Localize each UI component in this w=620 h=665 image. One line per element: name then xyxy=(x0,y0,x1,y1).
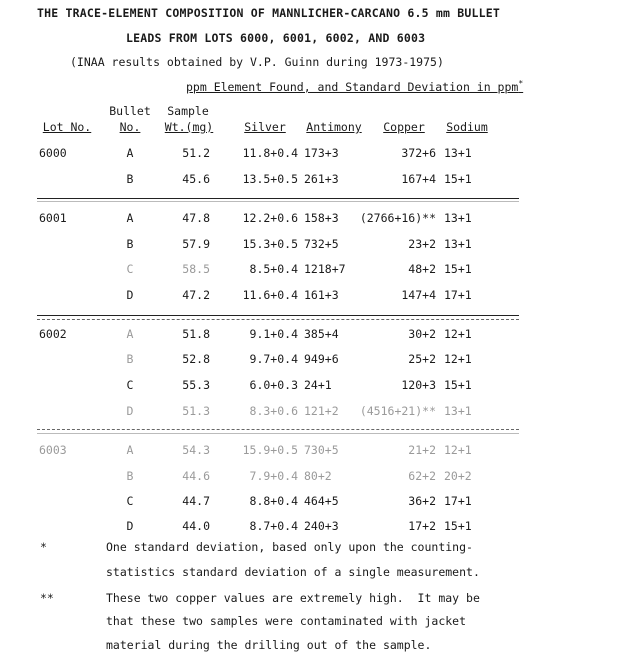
cell-weight: 51.8 xyxy=(182,327,210,341)
cell-lot: 6003 xyxy=(39,443,67,457)
cell-copper: (4516+21)** xyxy=(359,404,436,418)
cell-sodium: 15+1 xyxy=(444,519,472,533)
cell-antimony: 158+3 xyxy=(304,211,339,225)
cell-copper: 147+4 xyxy=(401,288,436,302)
cell-sodium: 12+1 xyxy=(444,327,472,341)
footnote-2-line-3: material during the drilling out of the sample. xyxy=(106,638,432,652)
cell-bullet: B xyxy=(126,352,134,366)
cell-copper: 36+2 xyxy=(408,494,436,508)
cell-copper: 30+2 xyxy=(408,327,436,341)
footnote-mark-2: ** xyxy=(40,591,54,605)
source-note: (INAA results obtained by V.P. Guinn during 1973-1975) xyxy=(70,55,444,69)
cell-silver: 11.8+0.4 xyxy=(242,146,298,160)
cell-antimony: 240+3 xyxy=(304,519,339,533)
cell-weight: 57.9 xyxy=(182,237,210,251)
cell-antimony: 949+6 xyxy=(304,352,339,366)
cell-antimony: 464+5 xyxy=(304,494,339,508)
cell-silver: 13.5+0.5 xyxy=(242,172,298,186)
cell-copper: 62+2 xyxy=(408,469,436,483)
cell-weight: 55.3 xyxy=(182,378,210,392)
ppm-header xyxy=(186,80,523,94)
cell-silver: 9.7+0.4 xyxy=(249,352,298,366)
cell-silver: 15.3+0.5 xyxy=(242,237,298,251)
cell-sodium: 12+1 xyxy=(444,352,472,366)
cell-weight: 47.2 xyxy=(182,288,210,302)
ppm-header-text: ppm Element Found, and Standard Deviation in ppm xyxy=(186,80,519,94)
cell-weight: 44.7 xyxy=(182,494,210,508)
col-sample-top: Sample xyxy=(167,104,209,118)
cell-copper: 25+2 xyxy=(408,352,436,366)
footnote-1-line-2: statistics standard deviation of a single measurement. xyxy=(106,565,480,579)
footnote-mark-1: * xyxy=(40,540,47,554)
cell-antimony: 161+3 xyxy=(304,288,339,302)
cell-bullet: B xyxy=(126,469,134,483)
cell-antimony: 261+3 xyxy=(304,172,339,186)
col-copper: Copper xyxy=(383,120,425,134)
col-sodium: Sodium xyxy=(446,120,488,134)
cell-weight: 44.6 xyxy=(182,469,210,483)
cell-sodium: 13+1 xyxy=(444,211,472,225)
cell-silver: 8.8+0.4 xyxy=(249,494,298,508)
cell-bullet: B xyxy=(126,237,134,251)
ppm-header-mark: * xyxy=(518,79,524,89)
cell-lot: 6001 xyxy=(39,211,67,225)
cell-silver: 8.7+0.4 xyxy=(249,519,298,533)
cell-silver: 7.9+0.4 xyxy=(249,469,298,483)
cell-antimony: 385+4 xyxy=(304,327,339,341)
col-antimony: Antimony xyxy=(306,120,362,134)
cell-bullet: D xyxy=(126,288,134,302)
cell-lot: 6002 xyxy=(39,327,67,341)
cell-sodium: 15+1 xyxy=(444,172,472,186)
cell-copper: 372+6 xyxy=(401,146,436,160)
cell-silver: 11.6+0.4 xyxy=(242,288,298,302)
col-lot: Lot No. xyxy=(42,120,92,134)
cell-sodium: 17+1 xyxy=(444,494,472,508)
title-line-2: LEADS FROM LOTS 6000, 6001, 6002, AND 6003 xyxy=(126,31,426,45)
lot-separator-1 xyxy=(37,198,519,199)
cell-weight: 51.3 xyxy=(182,404,210,418)
cell-sodium: 20+2 xyxy=(444,469,472,483)
cell-sodium: 15+1 xyxy=(444,378,472,392)
cell-antimony: 173+3 xyxy=(304,146,339,160)
col-bullet-top: Bullet xyxy=(109,104,151,118)
cell-bullet: C xyxy=(126,378,134,392)
cell-silver: 9.1+0.4 xyxy=(249,327,298,341)
cell-bullet: A xyxy=(126,327,134,341)
title-line-1: THE TRACE-ELEMENT COMPOSITION OF MANNLICHER-CARCANO 6.5 mm BULLET xyxy=(37,6,501,20)
cell-bullet: B xyxy=(126,172,134,186)
cell-bullet: A xyxy=(126,443,134,457)
cell-antimony: 730+5 xyxy=(304,443,339,457)
cell-silver: 15.9+0.5 xyxy=(242,443,298,457)
cell-weight: 44.0 xyxy=(182,519,210,533)
cell-weight: 47.8 xyxy=(182,211,210,225)
cell-bullet: C xyxy=(126,262,134,276)
cell-antimony: 121+2 xyxy=(304,404,339,418)
cell-bullet: D xyxy=(126,404,134,418)
cell-silver: 8.5+0.4 xyxy=(249,262,298,276)
cell-bullet: A xyxy=(126,211,134,225)
cell-antimony: 1218+7 xyxy=(304,262,346,276)
cell-copper: 23+2 xyxy=(408,237,436,251)
cell-copper: 48+2 xyxy=(408,262,436,276)
cell-weight: 54.3 xyxy=(182,443,210,457)
footnote-2-line-2: that these two samples were contaminated with jacket xyxy=(106,614,467,628)
cell-antimony: 80+2 xyxy=(304,469,332,483)
lot-separator-3b xyxy=(37,433,519,434)
cell-copper: 120+3 xyxy=(401,378,436,392)
cell-silver: 8.3+0.6 xyxy=(249,404,298,418)
lot-separator-2 xyxy=(37,315,519,316)
cell-weight: 52.8 xyxy=(182,352,210,366)
cell-silver: 12.2+0.6 xyxy=(242,211,298,225)
cell-sodium: 15+1 xyxy=(444,262,472,276)
cell-silver: 6.0+0.3 xyxy=(249,378,298,392)
col-bullet-bottom: No. xyxy=(119,120,141,134)
cell-copper: 21+2 xyxy=(408,443,436,457)
cell-sodium: 13+1 xyxy=(444,404,472,418)
col-sample-bottom: Wt.(mg) xyxy=(164,120,214,134)
cell-sodium: 13+1 xyxy=(444,146,472,160)
cell-sodium: 17+1 xyxy=(444,288,472,302)
cell-weight: 58.5 xyxy=(182,262,210,276)
cell-bullet: C xyxy=(126,494,134,508)
lot-separator-1b xyxy=(37,201,519,202)
cell-weight: 45.6 xyxy=(182,172,210,186)
cell-antimony: 24+1 xyxy=(304,378,332,392)
footnote-2-line-1: These two copper values are extremely high. It may be xyxy=(106,591,480,605)
cell-weight: 51.2 xyxy=(182,146,210,160)
cell-bullet: A xyxy=(126,146,134,160)
cell-bullet: D xyxy=(126,519,134,533)
cell-copper: (2766+16)** xyxy=(359,211,436,225)
lot-separator-2b xyxy=(37,319,519,320)
footnote-1-line-1: One standard deviation, based only upon the counting- xyxy=(106,540,473,554)
col-silver: Silver xyxy=(244,120,286,134)
cell-sodium: 12+1 xyxy=(444,443,472,457)
cell-copper: 167+4 xyxy=(401,172,436,186)
cell-antimony: 732+5 xyxy=(304,237,339,251)
lot-separator-3 xyxy=(37,429,519,430)
cell-copper: 17+2 xyxy=(408,519,436,533)
cell-sodium: 13+1 xyxy=(444,237,472,251)
cell-lot: 6000 xyxy=(39,146,67,160)
